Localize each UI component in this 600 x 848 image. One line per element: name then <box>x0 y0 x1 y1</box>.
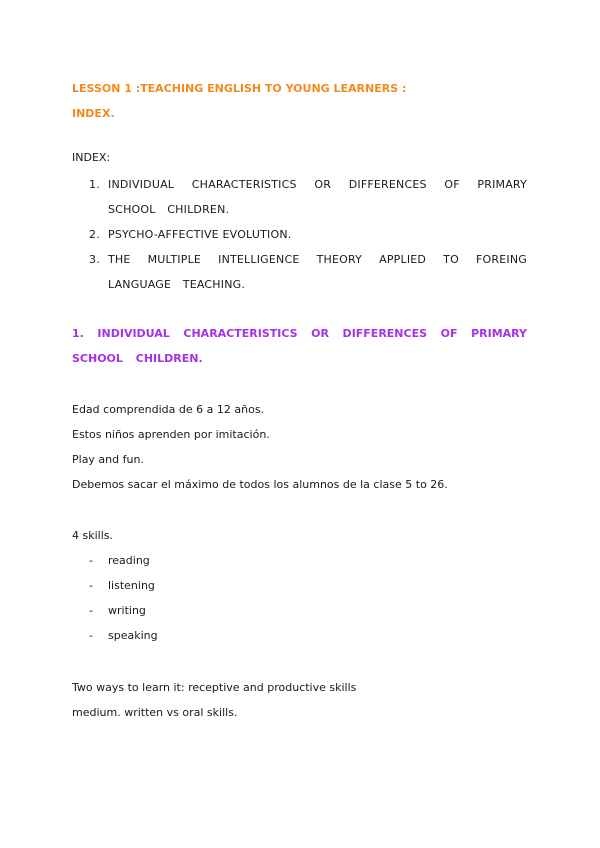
skill-item-listening <box>72 573 158 598</box>
body-line: Estos niños aprenden por imitación. <box>72 428 270 441</box>
skill-label: writing <box>108 604 146 617</box>
lesson-title-index: INDEX. <box>72 107 115 120</box>
lesson-title <box>72 76 532 126</box>
closing-notes <box>72 675 532 725</box>
body-line: Debemos sacar el máximo de todos los alumnos de la clase 5 to 26. <box>72 478 448 491</box>
index-list <box>72 172 527 297</box>
section-1-body <box>72 397 532 497</box>
index-item-number: 1. <box>89 178 100 191</box>
skills-list <box>72 548 158 648</box>
closing-line: Two ways to learn it: receptive and productive skills <box>72 681 357 694</box>
index-item-2 <box>72 222 527 247</box>
index-item-text: INDIVIDUAL CHARACTERISTICS OR DIFFERENCES OF PRIMARY SCHOOL CHILDREN. <box>108 178 527 216</box>
section-1-heading: 1. INDIVIDUAL CHARACTERISTICS OR DIFFERENCES OF PRIMARY SCHOOL CHILDREN. <box>72 327 527 365</box>
index-item-text: THE MULTIPLE INTELLIGENCE THEORY APPLIED TO FOREING LANGUAGE TEACHING. <box>108 253 527 291</box>
skill-label: listening <box>108 579 155 592</box>
closing-line: medium. written vs oral skills. <box>72 706 238 719</box>
dash-bullet: - <box>89 629 93 642</box>
index-item-number: 3. <box>89 253 100 266</box>
body-line: Edad comprendida de 6 a 12 años. <box>72 403 265 416</box>
index-item-text: PSYCHO-AFFECTIVE EVOLUTION. <box>108 228 292 241</box>
index-item-number: 2. <box>89 228 100 241</box>
dash-bullet: - <box>89 554 93 567</box>
lesson-title-line: LESSON 1 :TEACHING ENGLISH TO YOUNG LEARNERS : <box>72 82 407 95</box>
skill-item-speaking <box>72 623 158 648</box>
dash-bullet: - <box>89 604 93 617</box>
index-item-1 <box>72 172 527 222</box>
index-label: INDEX: <box>72 151 111 164</box>
body-line: Play and fun. <box>72 453 144 466</box>
dash-bullet: - <box>89 579 93 592</box>
index-item-3 <box>72 247 527 297</box>
skill-label: speaking <box>108 629 158 642</box>
skill-item-writing <box>72 598 158 623</box>
skill-label: reading <box>108 554 150 567</box>
skills-intro: 4 skills. <box>72 529 113 542</box>
skill-item-reading <box>72 548 158 573</box>
